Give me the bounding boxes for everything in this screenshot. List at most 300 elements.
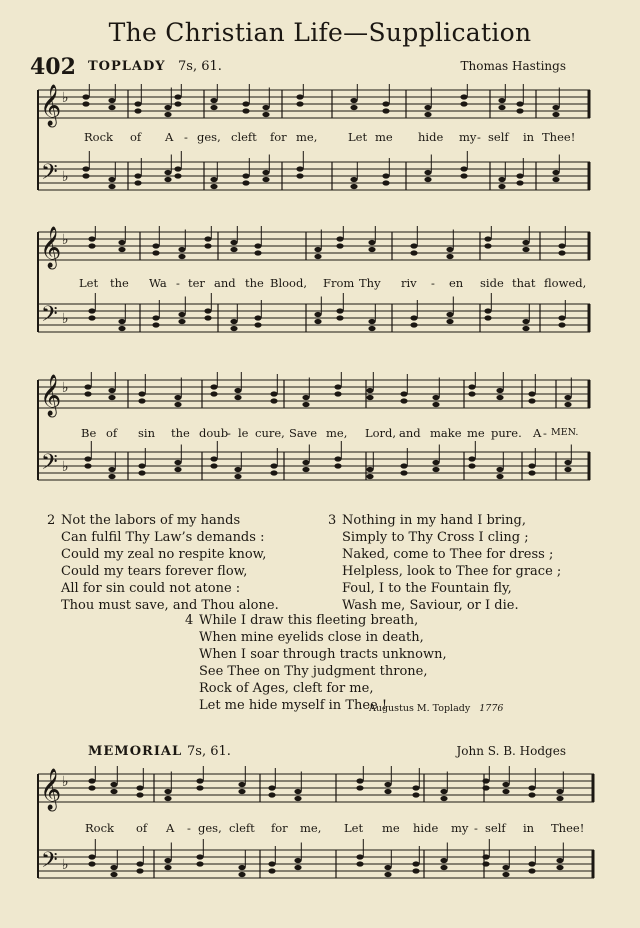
note-head [564, 402, 571, 407]
syllable: hide [413, 821, 439, 835]
flat-icon: ♭ [62, 90, 69, 106]
note-head [496, 467, 503, 472]
stanza-line: While I draw this fleeting breath, [199, 613, 419, 628]
note-head [294, 865, 301, 870]
syllable: me [382, 821, 400, 835]
note-head [210, 463, 217, 468]
note-head [440, 789, 447, 794]
note-head [356, 778, 363, 783]
note-head [502, 782, 509, 787]
note-head [108, 395, 115, 400]
note-head [174, 166, 181, 171]
syllable: ges, [197, 130, 221, 144]
syllable: Wa [149, 276, 167, 290]
page-title: The Christian Life—Supplication [108, 18, 532, 47]
lyric-line-1 [0, 130, 640, 146]
syllable: me [467, 426, 485, 440]
note-head [152, 322, 159, 327]
syllable: and [399, 426, 421, 440]
note-head [558, 243, 565, 248]
stanza-line: Not the labors of my hands [61, 513, 241, 528]
note-head [108, 177, 115, 182]
note-head [552, 105, 559, 110]
note-head [558, 315, 565, 320]
note-head [516, 108, 523, 113]
note-head [196, 861, 203, 866]
note-head [82, 166, 89, 171]
second-tune-name: MEMORIAL [88, 744, 183, 759]
flat-icon: ♭ [62, 380, 69, 396]
note-head [556, 789, 563, 794]
syllable: - [474, 821, 478, 835]
note-head [88, 236, 95, 241]
note-head [164, 112, 171, 117]
note-head [164, 170, 171, 175]
treble-clef-icon: 𝄞 [40, 375, 62, 416]
note-head [136, 868, 143, 873]
syllable: self [485, 821, 506, 835]
note-head [496, 395, 503, 400]
note-head [432, 395, 439, 400]
note-head [134, 173, 141, 178]
note-head [210, 456, 217, 461]
note-head [502, 872, 509, 877]
note-head [238, 872, 245, 877]
note-head [484, 308, 491, 313]
note-head [400, 391, 407, 396]
note-head [384, 789, 391, 794]
note-head [350, 98, 357, 103]
note-head [210, 184, 217, 189]
note-head [254, 322, 261, 327]
note-head [152, 250, 159, 255]
tune-name: TOPLADY [88, 59, 166, 74]
syllable: cleft [229, 821, 255, 835]
note-head [230, 319, 237, 324]
note-head [178, 319, 185, 324]
syllable: of [136, 821, 148, 835]
note-head [234, 467, 241, 472]
note-head [368, 326, 375, 331]
note-head [382, 101, 389, 106]
stanza-line: Foul, I to the Fountain fly, [342, 581, 512, 596]
note-head [178, 312, 185, 317]
stanza-4 [185, 612, 479, 714]
note-head [174, 101, 181, 106]
note-head [268, 868, 275, 873]
note-head [384, 865, 391, 870]
treble-clef-icon: 𝄞 [40, 85, 62, 126]
note-head [174, 460, 181, 465]
stanza-line: Can fulfil Thy Law’s demands : [61, 530, 265, 545]
note-head [108, 474, 115, 479]
note-head [196, 785, 203, 790]
text-author: Augustus M. Toplady [369, 703, 471, 714]
stanza-line: Let me hide myself in Thee ! [199, 698, 388, 713]
note-head [296, 101, 303, 106]
note-head [262, 112, 269, 117]
syllable: for [270, 130, 287, 144]
note-head [468, 463, 475, 468]
syllable: in [523, 821, 535, 835]
note-head [262, 177, 269, 182]
note-head [302, 395, 309, 400]
note-head [242, 101, 249, 106]
note-head [270, 391, 277, 396]
note-head [296, 173, 303, 178]
note-head [564, 460, 571, 465]
note-head [82, 94, 89, 99]
note-head [314, 247, 321, 252]
stanza-line: When mine eyelids close in death, [199, 630, 424, 645]
bass-clef-icon: 𝄢 [41, 450, 58, 480]
note-head [196, 854, 203, 859]
syllable: sin [138, 426, 155, 440]
note-head [108, 388, 115, 393]
note-head [368, 319, 375, 324]
syllable: cure, [255, 426, 285, 440]
note-head [84, 391, 91, 396]
note-head [110, 782, 117, 787]
syllable: for [271, 821, 288, 835]
note-head [210, 105, 217, 110]
syllable: and [214, 276, 236, 290]
note-head [502, 865, 509, 870]
syllable: that [512, 276, 536, 290]
note-head [336, 236, 343, 241]
note-head [558, 250, 565, 255]
syllable: A [166, 821, 175, 835]
note-head [482, 778, 489, 783]
note-head [262, 170, 269, 175]
note-head [118, 240, 125, 245]
flat-icon: ♭ [62, 774, 69, 790]
note-head [136, 861, 143, 866]
syllable: pure. [491, 426, 522, 440]
note-head [496, 474, 503, 479]
note-head [164, 796, 171, 801]
syllable: Let [79, 276, 99, 290]
syllable: me [375, 130, 393, 144]
note-head [82, 173, 89, 178]
note-head [88, 861, 95, 866]
note-head [84, 463, 91, 468]
note-head [468, 456, 475, 461]
stanza-line: Could my zeal no respite know, [61, 547, 267, 562]
note-head [118, 247, 125, 252]
note-head [440, 865, 447, 870]
syllable: Let [344, 821, 364, 835]
note-head [234, 474, 241, 479]
note-head [84, 384, 91, 389]
syllable: - [187, 821, 191, 835]
note-head [556, 796, 563, 801]
text-year: 1776 [479, 703, 504, 714]
note-head [522, 240, 529, 245]
syllable: in [523, 130, 535, 144]
note-head [528, 470, 535, 475]
note-head [412, 785, 419, 790]
note-head [210, 98, 217, 103]
note-head [164, 865, 171, 870]
syllable: From [323, 276, 355, 290]
syllable: cleft [231, 130, 257, 144]
note-head [440, 796, 447, 801]
syllable: Lord, [365, 426, 397, 440]
syllable: Thee! [551, 821, 585, 835]
note-head [242, 108, 249, 113]
note-head [366, 388, 373, 393]
note-head [270, 398, 277, 403]
flat-icon: ♭ [62, 857, 69, 873]
note-head [482, 785, 489, 790]
note-head [254, 250, 261, 255]
note-head [152, 315, 159, 320]
note-head [522, 247, 529, 252]
syllable: the [110, 276, 129, 290]
syllable: make [430, 426, 462, 440]
note-head [334, 456, 341, 461]
note-head [174, 173, 181, 178]
note-head [528, 785, 535, 790]
note-head [88, 315, 95, 320]
note-head [174, 94, 181, 99]
syllable: - [176, 276, 180, 290]
note-head [204, 308, 211, 313]
note-head [238, 782, 245, 787]
syllable: Be [81, 426, 97, 440]
syllable: ter [188, 276, 205, 290]
note-head [134, 101, 141, 106]
note-head [366, 395, 373, 400]
syllable: - [477, 130, 481, 144]
note-head [384, 782, 391, 787]
note-head [210, 391, 217, 396]
note-head [210, 177, 217, 182]
note-head [294, 796, 301, 801]
note-head [498, 98, 505, 103]
note-head [110, 872, 117, 877]
note-head [334, 391, 341, 396]
note-head [410, 315, 417, 320]
syllable: en [449, 276, 464, 290]
note-head [482, 854, 489, 859]
note-head [424, 112, 431, 117]
syllable: Blood, [270, 276, 307, 290]
note-head [174, 467, 181, 472]
syllable: riv [401, 276, 417, 290]
note-head [336, 308, 343, 313]
lyric-line-4 [0, 821, 640, 837]
note-head [268, 861, 275, 866]
note-head [564, 395, 571, 400]
note-head [528, 463, 535, 468]
note-head [460, 101, 467, 106]
note-head [552, 170, 559, 175]
note-head [552, 177, 559, 182]
note-head [498, 105, 505, 110]
note-head [440, 858, 447, 863]
note-head [302, 460, 309, 465]
stanza-line: Simply to Thy Cross I cling ; [342, 530, 529, 545]
syllable: the [171, 426, 190, 440]
note-head [174, 395, 181, 400]
stanza-line: Rock of Ages, cleft for me, [199, 681, 374, 696]
note-head [82, 101, 89, 106]
flat-icon: ♭ [62, 232, 69, 248]
note-head [238, 789, 245, 794]
note-head [528, 868, 535, 873]
stanza-number: 2 [47, 513, 56, 528]
stanza-line: When I soar through tracts unknown, [199, 647, 447, 662]
note-head [468, 391, 475, 396]
note-head [164, 177, 171, 182]
bass-clef-icon: 𝄢 [41, 302, 58, 332]
note-head [254, 315, 261, 320]
composer: Thomas Hastings [460, 59, 566, 73]
note-head [350, 177, 357, 182]
syllable: Save [289, 426, 318, 440]
note-head [270, 470, 277, 475]
note-head [230, 247, 237, 252]
note-head [368, 247, 375, 252]
syllable: flowed, [544, 276, 587, 290]
note-head [336, 243, 343, 248]
note-head [432, 402, 439, 407]
note-head [446, 247, 453, 252]
syllable: me, [296, 130, 318, 144]
note-head [242, 173, 249, 178]
note-head [516, 101, 523, 106]
note-head [178, 247, 185, 252]
note-head [178, 254, 185, 259]
note-head [496, 388, 503, 393]
note-head [356, 785, 363, 790]
note-head [528, 792, 535, 797]
note-head [382, 108, 389, 113]
note-head [356, 861, 363, 866]
note-head [446, 254, 453, 259]
note-head [400, 398, 407, 403]
note-head [556, 858, 563, 863]
note-head [366, 474, 373, 479]
note-head [238, 865, 245, 870]
syllable: - [431, 276, 435, 290]
note-head [174, 402, 181, 407]
stanza-number: 4 [185, 613, 194, 628]
syllable: doub [199, 426, 229, 440]
meter: 7s, 61. [178, 59, 222, 74]
note-head [522, 319, 529, 324]
syllable: Thy [359, 276, 381, 290]
note-head [334, 384, 341, 389]
note-head [366, 467, 373, 472]
note-head [484, 236, 491, 241]
note-head [412, 792, 419, 797]
note-head [410, 250, 417, 255]
stanza-number: 3 [328, 513, 337, 528]
note-head [400, 470, 407, 475]
note-head [314, 312, 321, 317]
note-head [468, 384, 475, 389]
note-head [230, 240, 237, 245]
syllable: my [459, 130, 477, 144]
note-head [296, 94, 303, 99]
stanza-line: Naked, come to Thee for dress ; [342, 547, 554, 562]
note-head [446, 312, 453, 317]
note-head [302, 402, 309, 407]
note-head [432, 467, 439, 472]
syllable: A [165, 130, 174, 144]
lyric-line-3 [0, 426, 640, 442]
note-head [88, 778, 95, 783]
note-head [564, 467, 571, 472]
treble-clef-icon: 𝄞 [40, 227, 62, 268]
syllable: le [238, 426, 249, 440]
note-head [108, 467, 115, 472]
stanza-line: Could my tears forever flow, [61, 564, 248, 579]
stanza-line: Thou must save, and Thou alone. [61, 598, 279, 613]
note-head [118, 319, 125, 324]
note-head [234, 388, 241, 393]
note-head [268, 792, 275, 797]
note-head [350, 184, 357, 189]
text-credit [369, 703, 503, 714]
stanza-3 [328, 512, 602, 614]
note-head [460, 94, 467, 99]
syllable: A [533, 426, 542, 440]
stanza-line: See Thee on Thy judgment throne, [199, 664, 428, 679]
note-head [136, 792, 143, 797]
note-head [108, 98, 115, 103]
note-head [138, 470, 145, 475]
note-head [528, 391, 535, 396]
note-head [498, 184, 505, 189]
note-head [84, 456, 91, 461]
syllable: me, [326, 426, 348, 440]
note-head [108, 105, 115, 110]
note-head [110, 789, 117, 794]
syllable: the [245, 276, 264, 290]
stanza-line: Wash me, Saviour, or I die. [342, 598, 519, 613]
flat-icon: ♭ [62, 459, 69, 475]
hymn-number: 402 [30, 54, 76, 80]
note-head [484, 315, 491, 320]
note-head [400, 463, 407, 468]
note-head [196, 778, 203, 783]
second-tune-meter: 7s, 61. [187, 744, 231, 759]
syllable: Rock [84, 130, 113, 144]
bass-clef-icon: 𝄢 [41, 160, 58, 190]
note-head [446, 319, 453, 324]
lyric-line-2 [0, 276, 640, 292]
syllable: of [130, 130, 142, 144]
note-head [424, 177, 431, 182]
note-head [210, 384, 217, 389]
syllable: of [106, 426, 118, 440]
note-head [382, 180, 389, 185]
note-head [368, 240, 375, 245]
note-head [314, 319, 321, 324]
note-head [110, 865, 117, 870]
stanza-line: All for sin could not atone : [61, 581, 241, 596]
note-head [204, 236, 211, 241]
bass-clef-icon: 𝄢 [41, 848, 58, 878]
note-head [412, 861, 419, 866]
note-head [164, 858, 171, 863]
note-head [552, 112, 559, 117]
note-head [516, 180, 523, 185]
